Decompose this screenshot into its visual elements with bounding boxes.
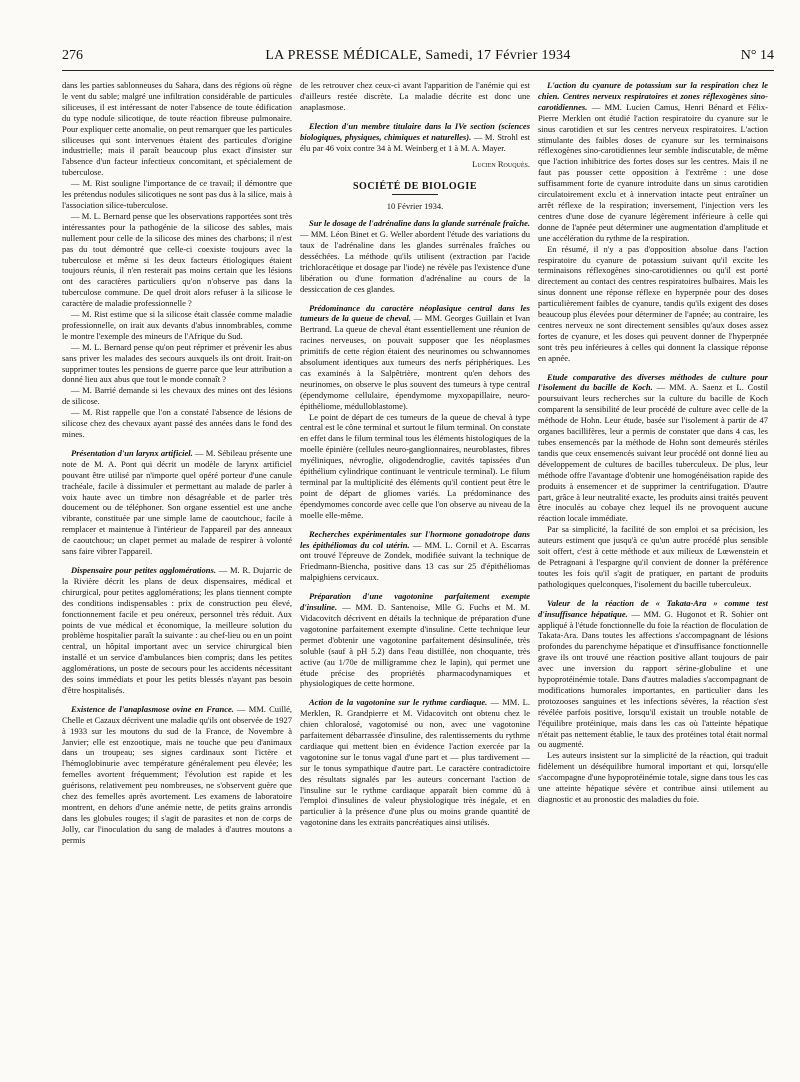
communication-entry (300, 303, 530, 412)
communication-title: Existence de l'anaplasmose ovine en France. (71, 703, 234, 714)
issue-number: N° 14 (740, 48, 774, 63)
communication-body: — MM. G. Hugonot et R. Sohier ont appliqué à l'étude fonctionnelle du foie la réaction de floculation de Takata-Ara. Dans toutes les affections s'accompagnant de lésions profondes du parenchyme hépatique et d'insuffisance fonctionnelle grave ils ont trouvé une réaction positive allant toujours de pair avec une inversion du rapport sérine-globuline et une hypoprotéinémie totale. Dans d'autres maladies s'accompagnant de modifications humorales importantes, en particulier dans les protozooses sanguines et les infections sévères, la réaction s'est révélée parfois positive, lorsqu'il existait un trouble notable de l'équilibre protéinique, mais dans les cas où l'atteinte hépatique n'était pas nettement établie, le taux des protéines total était normal ou augmenté. (538, 608, 768, 750)
communication-body: — MM. L. Merklen, R. Grandpierre et M. Vidacovitch ont obtenu chez le chien chloralosé, vagotomisé ou non, avec une vagotonine parfaitement débarrassée d'insuline, des ralentissements du rythme cardiaque qui mettent bien en évidence l'action exercée par la vagotonine sur le tonus vagal d'une part et — plus tardivement — sur le tonus sympathique d'autre part. Le caractère contradictoire des résultats signalés par les auteurs concernant l'action de l'insuline sur le rythme cardiaque apparaît bien comme dû à l'emploi d'insulines de valeur physiologique très inégale, et en particulier à la présence d'une plus ou moins grande quantité de vagotonine dans les extraits pancréatiques ainsi utilisés. (300, 697, 530, 828)
communication-entry (538, 598, 768, 751)
communication-title: Préparation d'une vagotonine parfaitement exempte d'insuline. (300, 591, 530, 613)
communication-entry (538, 80, 768, 244)
communication-title: Action de la vagotonine sur le rythme cardiaque. (309, 697, 488, 708)
communication-title: L'action du cyanure de potassium sur la respiration chez le chien. Centres nerveux respiratoires et zones réflexogènes sino-carotidiennes. (538, 80, 768, 112)
communication-entry (300, 697, 530, 828)
communication-entry (62, 448, 292, 557)
communication-body: — MM. D. Santenoise, Mlle G. Fuchs et M. M. Vidacovitch décrivent en détails la technique de préparation d'une vagotonine parfaitement exempte d'insuline. Cette technique leur permet d'obtenir une vagotonine parfaitement désinsulinée, très soluble (sauf à pH 5.2) dans l'eau distillée, non choquante, très active (au 1/70e de milligramme chez le lapin), qui permet une étude précise des propriétés pharmacodynamiques et physiologiques de cette hormone. (300, 602, 530, 689)
communication-entry (62, 704, 292, 846)
column-1 (62, 80, 292, 1070)
journal-title: LA PRESSE MÉDICALE, Samedi, 17 Février 1934 (265, 48, 571, 63)
paragraph: dans les parties sablonneuses du Sahara, dans des régions où règne le vent du sable; malgré une infiltration considérable de particules siliceuses, il est intéressant de noter l'absence de toute édification du type nodule silicotique, de toute réaction fibreuse pulmonaire. Pour expliquer cette anomalie, on peut remarquer que les particules siliceuses qui sont intervenues étaient des particules d'origine industrielle; mais il paraît beaucoup plus exact d'insister sur l'absence d'un facteur infectieux concomitant, et spécialement de tuberculose. (62, 80, 292, 178)
communication-body: — MM. L. Cornil et A. Escarras ont trouvé l'épreuve de Zondek, modifiée suivant la technique de Friedmann-Biencha, positive dans 13 cas sur 25 d'épithéliomas malpighiens cervicaux. (300, 539, 530, 583)
communication-entry (300, 218, 530, 294)
paragraph: — M. L. Bernard pense que les observations rapportées sont très intéressantes pour la pathogénie de la silicose des sables, mais nullement pour celle de la silicose des mines des charbons; il n'est pas du tout démontré que celle-ci coexiste toujours avec la tuberculose et même si les deux facteurs étiologiques étaient toujours réunis, il n'en resterait pas moins certain que les lésions ont des caractères particuliers qu'on n'observe pas dans la tuberculose commune. De quel droit alors refuser à la silicose le caractère de maladie professionnelle ? (62, 210, 292, 309)
communication-body: — MM. A. Saenz et L. Costil poursuivant leurs recherches sur la culture du bacille de Koch comparent la sensibilité de leur procédé de culture avec celle de la méthode de Hohn. Leur étude, basée sur l'isolement à partir de 47 organes bacillifères, leur a permis de constater que dans 4 cas, les tubes ensemencés par la méthode de Hohn sont demeurés stériles tandis que ceux ensemencés suivant leur procédé ont donné lieu au développement de cultures de bacilles tuberculeux. De plus, leur méthode offre l'avantage d'obtenir une homogénéisation rapide des produits à ensemencer et de supprimer la centrifugation. D'autre part, grâce à leur neutralité exacte, les produits ainsi traités peuvent être inoculés au cobaye chez lequel ils ne provoquent aucune réaction locale immédiate. (538, 382, 768, 524)
column-3 (538, 80, 768, 1070)
paragraph: de les retrouver chez ceux-ci avant l'apparition de l'anémie qui est d'ailleurs restée discrète. La maladie décrite est donc une anaplasmose. (300, 80, 530, 112)
section-date: 10 Février 1934. (386, 201, 444, 212)
communication-entry (300, 529, 530, 584)
author-signature: Lucien Rouquès. (472, 159, 530, 170)
paragraph: — M. Barrié demande si les chevaux des mines ont des lésions de silicose. (62, 385, 292, 407)
communication-entry (300, 121, 530, 154)
section-rule (392, 194, 438, 195)
communication-title: Présentation d'un larynx artificiel. (71, 447, 193, 458)
paragraph: Les auteurs insistent sur la simplicité de la réaction, qui traduit fidèlement un déséquilibre humoral important et qui, lorsqu'elle s'accompagne d'une hypoprotéinémie totale, signe dans tous les cas une atteinte hépatique sévère et contribue ainsi utilement au diagnostic et au pronostic des maladies du foie. (538, 750, 768, 804)
communication-body: — M. Strohl est élu par 46 voix contre 34 à M. Weinberg et 1 à M. A. Mayer. (300, 131, 530, 153)
communication-title: Dispensaire pour petites agglomérations. (71, 564, 216, 575)
communication-entry (300, 591, 530, 689)
paragraph: En résumé, il n'y a pas d'opposition absolue dans l'action respiratoire du cyanure de potassium suivant qu'il excite les terminaisons réflexogènes sino-carotidiennes ou qu'il est porté directement au contact des centres respiratoires bulbaires. Mais les sinus donnent une réponse réflexe en hyperpnée pour des doses particulièrement faibles de cyanure, tandis qu'ils exigent des doses beaucoup plus élevées pour déterminer de l'apnée; au contraire, les centres nerveux ne sont directement sensibles qu'aux doses assez fortes de cyanure, et les doses qui peuvent donner de l'hyperpnée sont très peu inférieures à celles qui donnent la classique réponse en apnée. (538, 243, 768, 363)
communication-title: Sur le dosage de l'adrénaline dans la glande surrénale fraîche. (309, 218, 530, 229)
communication-body: — MM. Georges Guillain et Ivan Bertrand. La queue de cheval étant essentiellement une réunion de racines nerveuses, on pouvait supposer que les néoplasmes primitifs de cette région étaient des neurinomes ou schwannomes absolument identiques aux tumeurs des nerfs périphériques. Les cas examinés à la Salpêtrière, montrent qu'en dehors des neurinomes, on observe le plus souvent des tumeurs à type central (épendymome cellulaire, épendymome myxopapillaire, neuro-épithéliome, médulloblastome). (300, 313, 530, 411)
paragraph: — M. Rist souligne l'importance de ce travail; il démontre que les prétendus nodules silicotiques ne sont pas dus à la silice, mais à l'association silice-tuberculose. (62, 178, 292, 210)
section-heading: SOCIÉTÉ DE BIOLOGIE (353, 181, 477, 193)
paragraph: — M. Rist rappelle que l'on a constaté l'absence de lésions de silicose chez des chevaux ayant passé des années dans le fond des mines. (62, 407, 292, 439)
communication-body: — M. Sébileau présente une note de M. A. Pont qui décrit un modèle de larynx artificiel pouvant être utilisé par n'importe quel opéré porteur d'une canule trachéale, facile à dissimuler et permettant au malade de parler à voix haute avec un timbre non désagréable et de parler très doucement ou de téléphoner. Son organe essentiel est une anche vibrante, constituée par une simple lame de caoutchouc, facile à remplacer et maintenue à l'intérieur de l'appareil par des anneaux de caoutchouc; un clapet permet au malade de respirer à volonté sans faire vibrer l'appareil. (62, 447, 292, 557)
communication-body: — MM. Lucien Camus, Henri Bénard et Félix-Pierre Merklen ont étudié l'action respiratoire du cyanure sur le sinus carotidien et sur les centres nerveux respiratoires. L'action stimulante des faibles doses de cyanure sur les terminaisons réflexogènes sino-carotidiennes leur semble indiscutable, de même que l'action inhibitrice des fortes doses sur les centres. Mais il ne faut pas pousser cette opposition à l'extrême : une dose suffisamment forte de cyanure introduite dans un sinus carotidien circulatoirement exclu et à innervation intacte peut entraîner un arrêt réflexe de la respiration; inversement, l'injection vers les centres d'une dose de cyanure légèrement inférieure à celle qui donne de l'apnée peut déterminer une augmentation d'amplitude et une accélération du rythme de la respiration. (538, 101, 768, 243)
communication-body: — M. R. Dujarric de la Rivière décrit les plans de deux dispensaires, médical et chirurgical, pour petites agglomérations; les plans tiennent compte des conditions indispensables : prix de construction peu élevé, fonctionnement facile et peu onéreux, personnel très réduit. Aux points de vue médical et économique, la meilleure solution du problème hospitalier paraît la suivante : au chef-lieu ou en un point central, un hôpital important avec un service chirurgical bien installé et un service d'ambulances bien compris; dans les petites agglomérations, un poste de secours pour les accidents nécessitant des soins immédiats et pour les petits blessés n'ayant pas besoin d'être hospitalisés. (62, 564, 292, 695)
communication-title: Recherches expérimentales sur l'hormone gonadotrope dans les épithéliomas du col utérin. (300, 528, 530, 550)
page-number: 276 (62, 48, 83, 63)
page-header (62, 44, 774, 71)
communication-title: Prédominance du caractère néoplasique central dans les tumeurs de la queue de cheval. (300, 302, 530, 324)
communication-entry (538, 372, 768, 525)
communication-title: Election d'un membre titulaire dans la IVe section (sciences biologiques, physiques, chimiques et naturelles). (300, 120, 530, 142)
paragraph: Le point de départ de ces tumeurs de la queue de cheval à type central est le cône terminal et surtout le filum terminal. On constate en effet dans le filum terminal tous les éléments histologiques de la moelle épinière (cellules neuro-ganglionnaires, neuroblastes, fibres myéliniques, névroglie, oligodendroglie, cavités tapissées d'un épithélium cylindrique continuant le ventricule terminal). Le filum terminal par la multiplicité des éléments qu'il contient peut être le point de départ de gliomes variés. La prédominance des épendymomes concorde avec celle que l'on observe au niveau de la moelle elle-même. (300, 411, 530, 520)
paragraph: Par sa simplicité, la facilité de son emploi et sa précision, les auteurs estiment que jusqu'à ce qu'un autre procédé plus sensible soit offert, c'est à cette méthode et aux milieux de Lœwenstein et de Petragnani à l'espargne qu'il convient de donner la préférence toutes les fois qu'il s'agit de pratiquer, en partant de produits pathologiques quelconques, l'isolement du bacille tuberculeux. (538, 524, 768, 589)
communication-body: — MM. Léon Binet et G. Weller abordent l'étude des variations du taux de l'adrénaline dans les glandes surrénales fraîches ou desséchées. La méthode qu'ils utilisent (extraction par l'acide trichloracétique et dosage par l'iode) ne révèle pas l'existence d'une libération ou d'une formation d'adrénaline au cours de la dessiccation de ces glandes. (300, 229, 530, 294)
paragraph: — M. L. Bernard pense qu'on peut réprimer et prévenir les abus sans priver les malades des secours auxquels ils ont droit. Irait-on supprimer toutes les pensions de guerre parce que leur attribution a donné lieu aux abus que tout le monde connaît ? (62, 341, 292, 385)
communication-body: — MM. Cuillé, Chelle et Cazaux décrivent une maladie qu'ils ont observée de 1927 à 1933 sur les moutons du sud de la France, de Novembre à Janvier; elle est enzootique, mais ne touche que peu d'animaux dans un troupeau; ses signes cardinaux sont l'ictère et l'hémoglobinurie avec température généralement peu élevée; les femelles avortent fréquemment; l'évolution est rapide et les guérisons, relativement peu nombreuses, ne s'observent guère que chez des femelles après avortement. Les examens de laboratoire montrent, en dehors d'une anémie nette, de petits grains arrondis dans les globules rouges; il s'agit de parasites et non de corps de Jolly, car l'inoculation du sang de malades à d'autres moutons a permis (62, 703, 292, 845)
column-2 (300, 80, 530, 1070)
communication-entry (62, 565, 292, 696)
communication-title: Etude comparative des diverses méthodes de culture pour l'isolement du bacille de Koch. (538, 371, 768, 393)
communication-title: Valeur de la réaction de « Takata-Ara » comme test d'insuffisance hépatique. (538, 597, 768, 619)
paragraph: — M. Rist estime que si la silicose était classée comme maladie professionnelle, on irait aux devants d'abus innombrables, comme le montre l'exemple des mineurs de l'Afrique du Sud. (62, 309, 292, 341)
